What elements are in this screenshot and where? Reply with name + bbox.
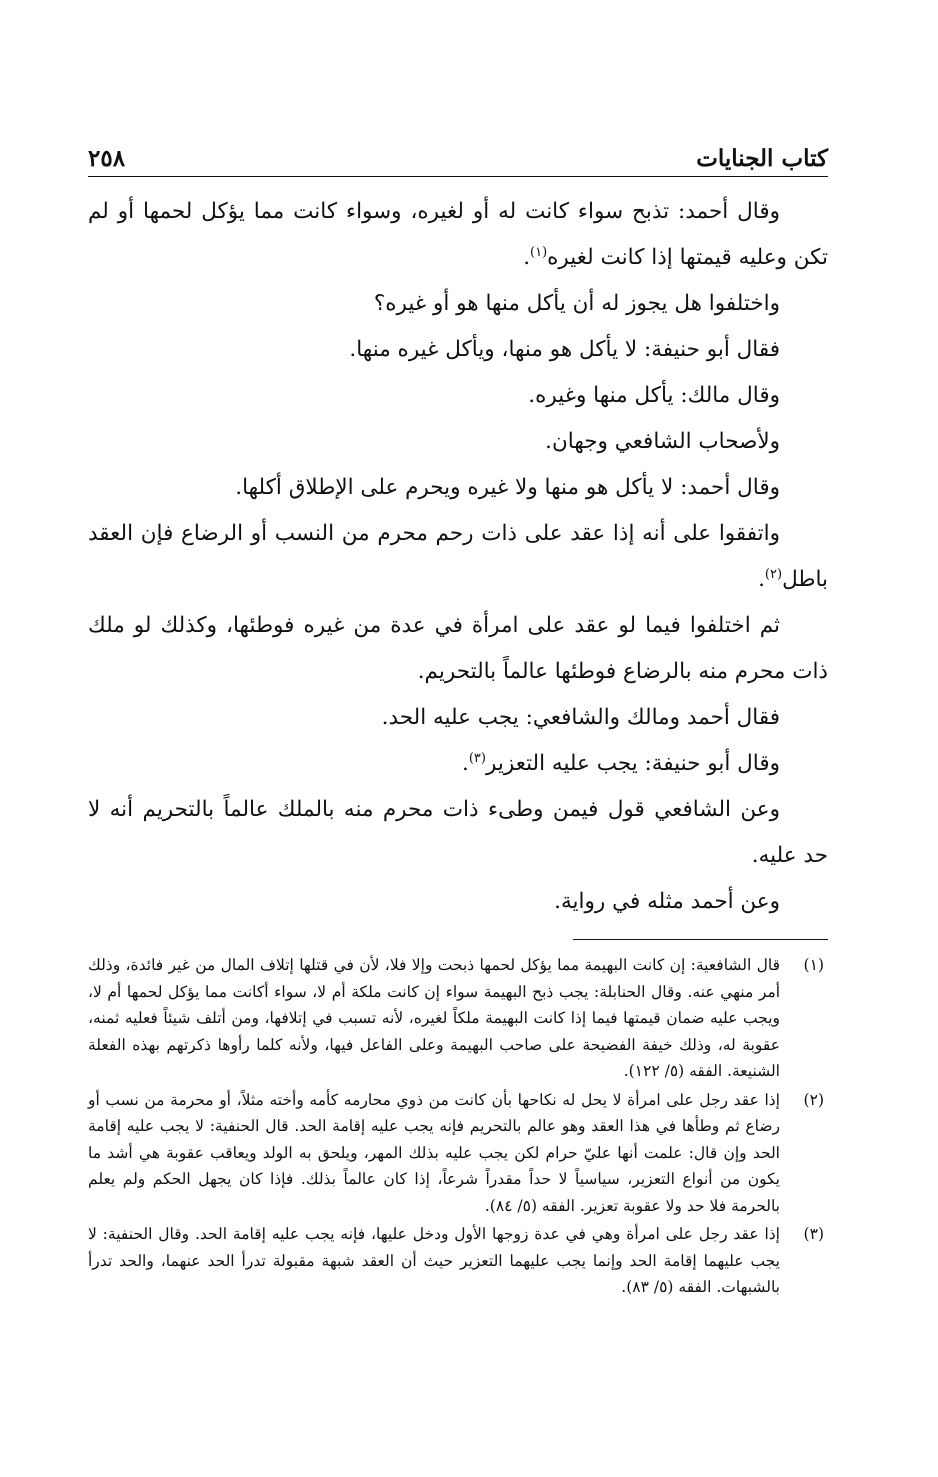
footnote: [88, 1087, 828, 1220]
footnote: [88, 952, 828, 1085]
footnote-number: (٢): [803, 1090, 824, 1109]
footnote-ref: (١): [530, 244, 548, 260]
paragraph: فقال أبو حنيفة: لا يأكل هو منها، ويأكل غيره منها.: [349, 337, 780, 362]
paragraph: وقال أبو حنيفة: يجب عليه التعزير$^{(٣)}$.: [462, 750, 780, 776]
footnote-text: إذا عقد رجل على امرأة وهي في عدة زوجها الأول ودخل عليها، فإنه يجب عليه إقامة الحد. وقال الحنفية: لا يجب عليهما إقامة الحد وإنما يجب عليهما التعزير حيث أن العقد شبهة مقبولة تدرأ الحد عنهما، والحد تدرأ بالشبهات. الفقه (٥/ ٨٣).: [88, 1225, 780, 1296]
paragraph: ثم اختلفوا فيما لو عقد على امرأة في عدة من غيره فوطئها، وكذلك لو ملك ذات محرم منه بالرضاع فوطئها عالماً بالتحريم.: [88, 613, 828, 684]
footnote-ref: (٣): [468, 750, 486, 766]
paragraph: ولأصحاب الشافعي وجهان.: [545, 429, 780, 454]
footnote-number: (٣): [803, 1225, 824, 1243]
paragraph: واختلفوا هل يجوز له أن يأكل منها هو أو غيره؟: [373, 291, 780, 316]
paragraph: وقال أحمد: لا يأكل هو منها ولا غيره ويحرم على الإطلاق أكلها.: [235, 475, 780, 500]
paragraph: وعن الشافعي قول فيمن وطىء ذات محرم منه بالملك عالماً بالتحريم أنه لا حد عليه.: [88, 797, 828, 868]
paragraph: وقال مالك: يأكل منها وغيره.: [528, 383, 780, 408]
paragraph: فقال أحمد ومالك والشافعي: يجب عليه الحد.: [381, 705, 780, 730]
footnote-number: (١): [803, 956, 824, 974]
main-text: [88, 189, 828, 925]
paragraph: وعن أحمد مثله في رواية.: [554, 889, 780, 914]
footnote-text: قال الشافعية: إن كانت البهيمة مما يؤكل لحمها ذبحت وإلا فلا، لأن في قتلها إتلاف المال من غير فائدة، وذلك أمر منهي عنه. وقال الحنابلة: يجب ذبح البهيمة سواء إن كانت ملكة أم لا، سواء أكانت مما يؤكل لحمها أم لا، ويجب عليه ضمان قيمتها فيما إذا كانت البهيمة ملكاً لغيره، لأنه تسبب في إتلافها، ومن أتلف شيئاً فعليه ثمنه، عقوبة له، وذلك خيفة الفضيحة على صاحب البهيمة وعلى الفاعل فيها، ولأنه كلما رأوها ذكرتهم بهذه الفعلة الشنيعة. الفقه (٥/ ١٢٢).: [88, 956, 780, 1080]
paragraph: واتفقوا على أنه إذا عقد على ذات رحم محرم من النسب أو الرضاع فإن العقد باطل$^{(٢)}$.: [88, 521, 828, 592]
page-content: [88, 140, 828, 1301]
page-number: ٢٥٨: [88, 145, 126, 172]
running-header: [88, 140, 828, 177]
footnote-text: إذا عقد رجل على امرأة لا يحل له نكاحها بأن كانت من ذوي محارمه كأمه وأخته مثلاً، أو محرمة من نسب أو رضاع ثم وطأها في هذا العقد وهو عالم بالتحريم فإنه يجب عليه إقامة الحد. قال الحنفية: لا يجب عليه إقامة الحد وإن قال: علمت أنها عليّ حرام لكن يجب عليه بذلك المهر، ويلحق به الولد ويعاقب عقوبة هي أشد ما يكون من أنواع التعزير، سياسياً لا حداً مقدراً شرعاً، إذا كان عالماً بذلك. فإذا كان يجهل الحكم ولم يعلم بالحرمة فلا حد ولا عقوبة تعزير. الفقه (٥/ ٨٤).: [88, 1090, 780, 1215]
footnotes: [88, 952, 828, 1301]
footnote-separator: [573, 939, 828, 940]
footnote-ref: (٢): [764, 566, 783, 582]
footnote: [88, 1221, 828, 1301]
paragraph: وقال أحمد: تذبح سواء كانت له أو لغيره، وسواء كانت مما يؤكل لحمها أو لم تكن وعليه قيمتها إذا كانت لغيره$^{(١)}$.: [88, 199, 828, 270]
chapter-title: كتاب الجنايات: [696, 145, 828, 172]
